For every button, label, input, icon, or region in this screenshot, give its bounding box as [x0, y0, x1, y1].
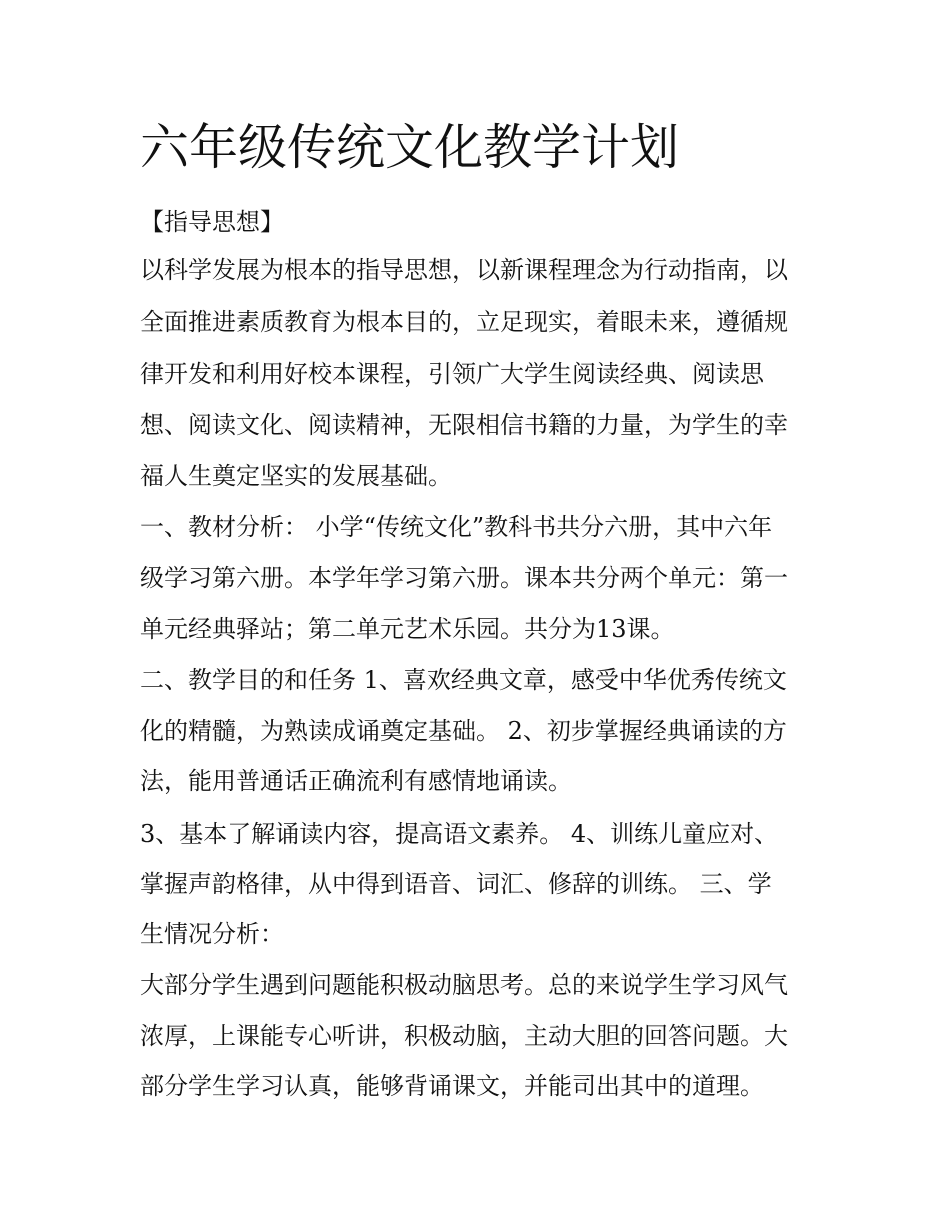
text-line: 级学习第六册。本学年学习第六册。课本共分两个单元：第一 [140, 564, 788, 592]
text-line: 以科学发展为根本的指导思想，以新课程理念为行动指南，以 [140, 256, 788, 284]
text-line: 化的精髓，为熟读成诵奠定基础。 2、初步掌握经典诵读的方 [140, 717, 787, 745]
document-title: 六年级传统文化教学计划 [140, 119, 680, 176]
text-line: 生情况分析： [140, 920, 284, 948]
text-line: 二、教学目的和任务 1、喜欢经典文章，感受中华优秀传统文 [140, 666, 787, 694]
text-line: 单元经典驿站；第二单元艺术乐园。共分为13课。 [140, 615, 675, 643]
text-line: 全面推进素质教育为根本目的，立足现实，着眼未来，遵循规 [140, 308, 788, 336]
text-line: 法，能用普通话正确流利有感情地诵读。 [140, 767, 572, 795]
text-line: 律开发和利用好校本课程，引领广大学生阅读经典、阅读思 [140, 360, 764, 388]
text-line: 浓厚，上课能专心听讲，积极动脑，主动大胆的回答问题。大 [140, 1022, 788, 1050]
text-line: 一、教材分析： 小学“传统文化”教科书共分六册，其中六年 [140, 513, 773, 541]
text-line: 大部分学生遇到问题能积极动脑思考。总的来说学生学习风气 [140, 971, 788, 999]
text-line: 3、基本了解诵读内容，提高语文素养。 4、训练儿童应对、 [140, 820, 779, 848]
text-line: 掌握声韵格律，从中得到语音、词汇、修辞的训练。 三、学 [140, 870, 772, 898]
section-heading-guiding-ideology: 【指导思想】 [140, 208, 284, 236]
text-line: 福人生奠定坚实的发展基础。 [140, 462, 452, 490]
text-line: 部分学生学习认真，能够背诵课文，并能司出其中的道理。 [140, 1072, 764, 1100]
text-line: 想、阅读文化、阅读精神，无限相信书籍的力量，为学生的幸 [140, 411, 788, 439]
